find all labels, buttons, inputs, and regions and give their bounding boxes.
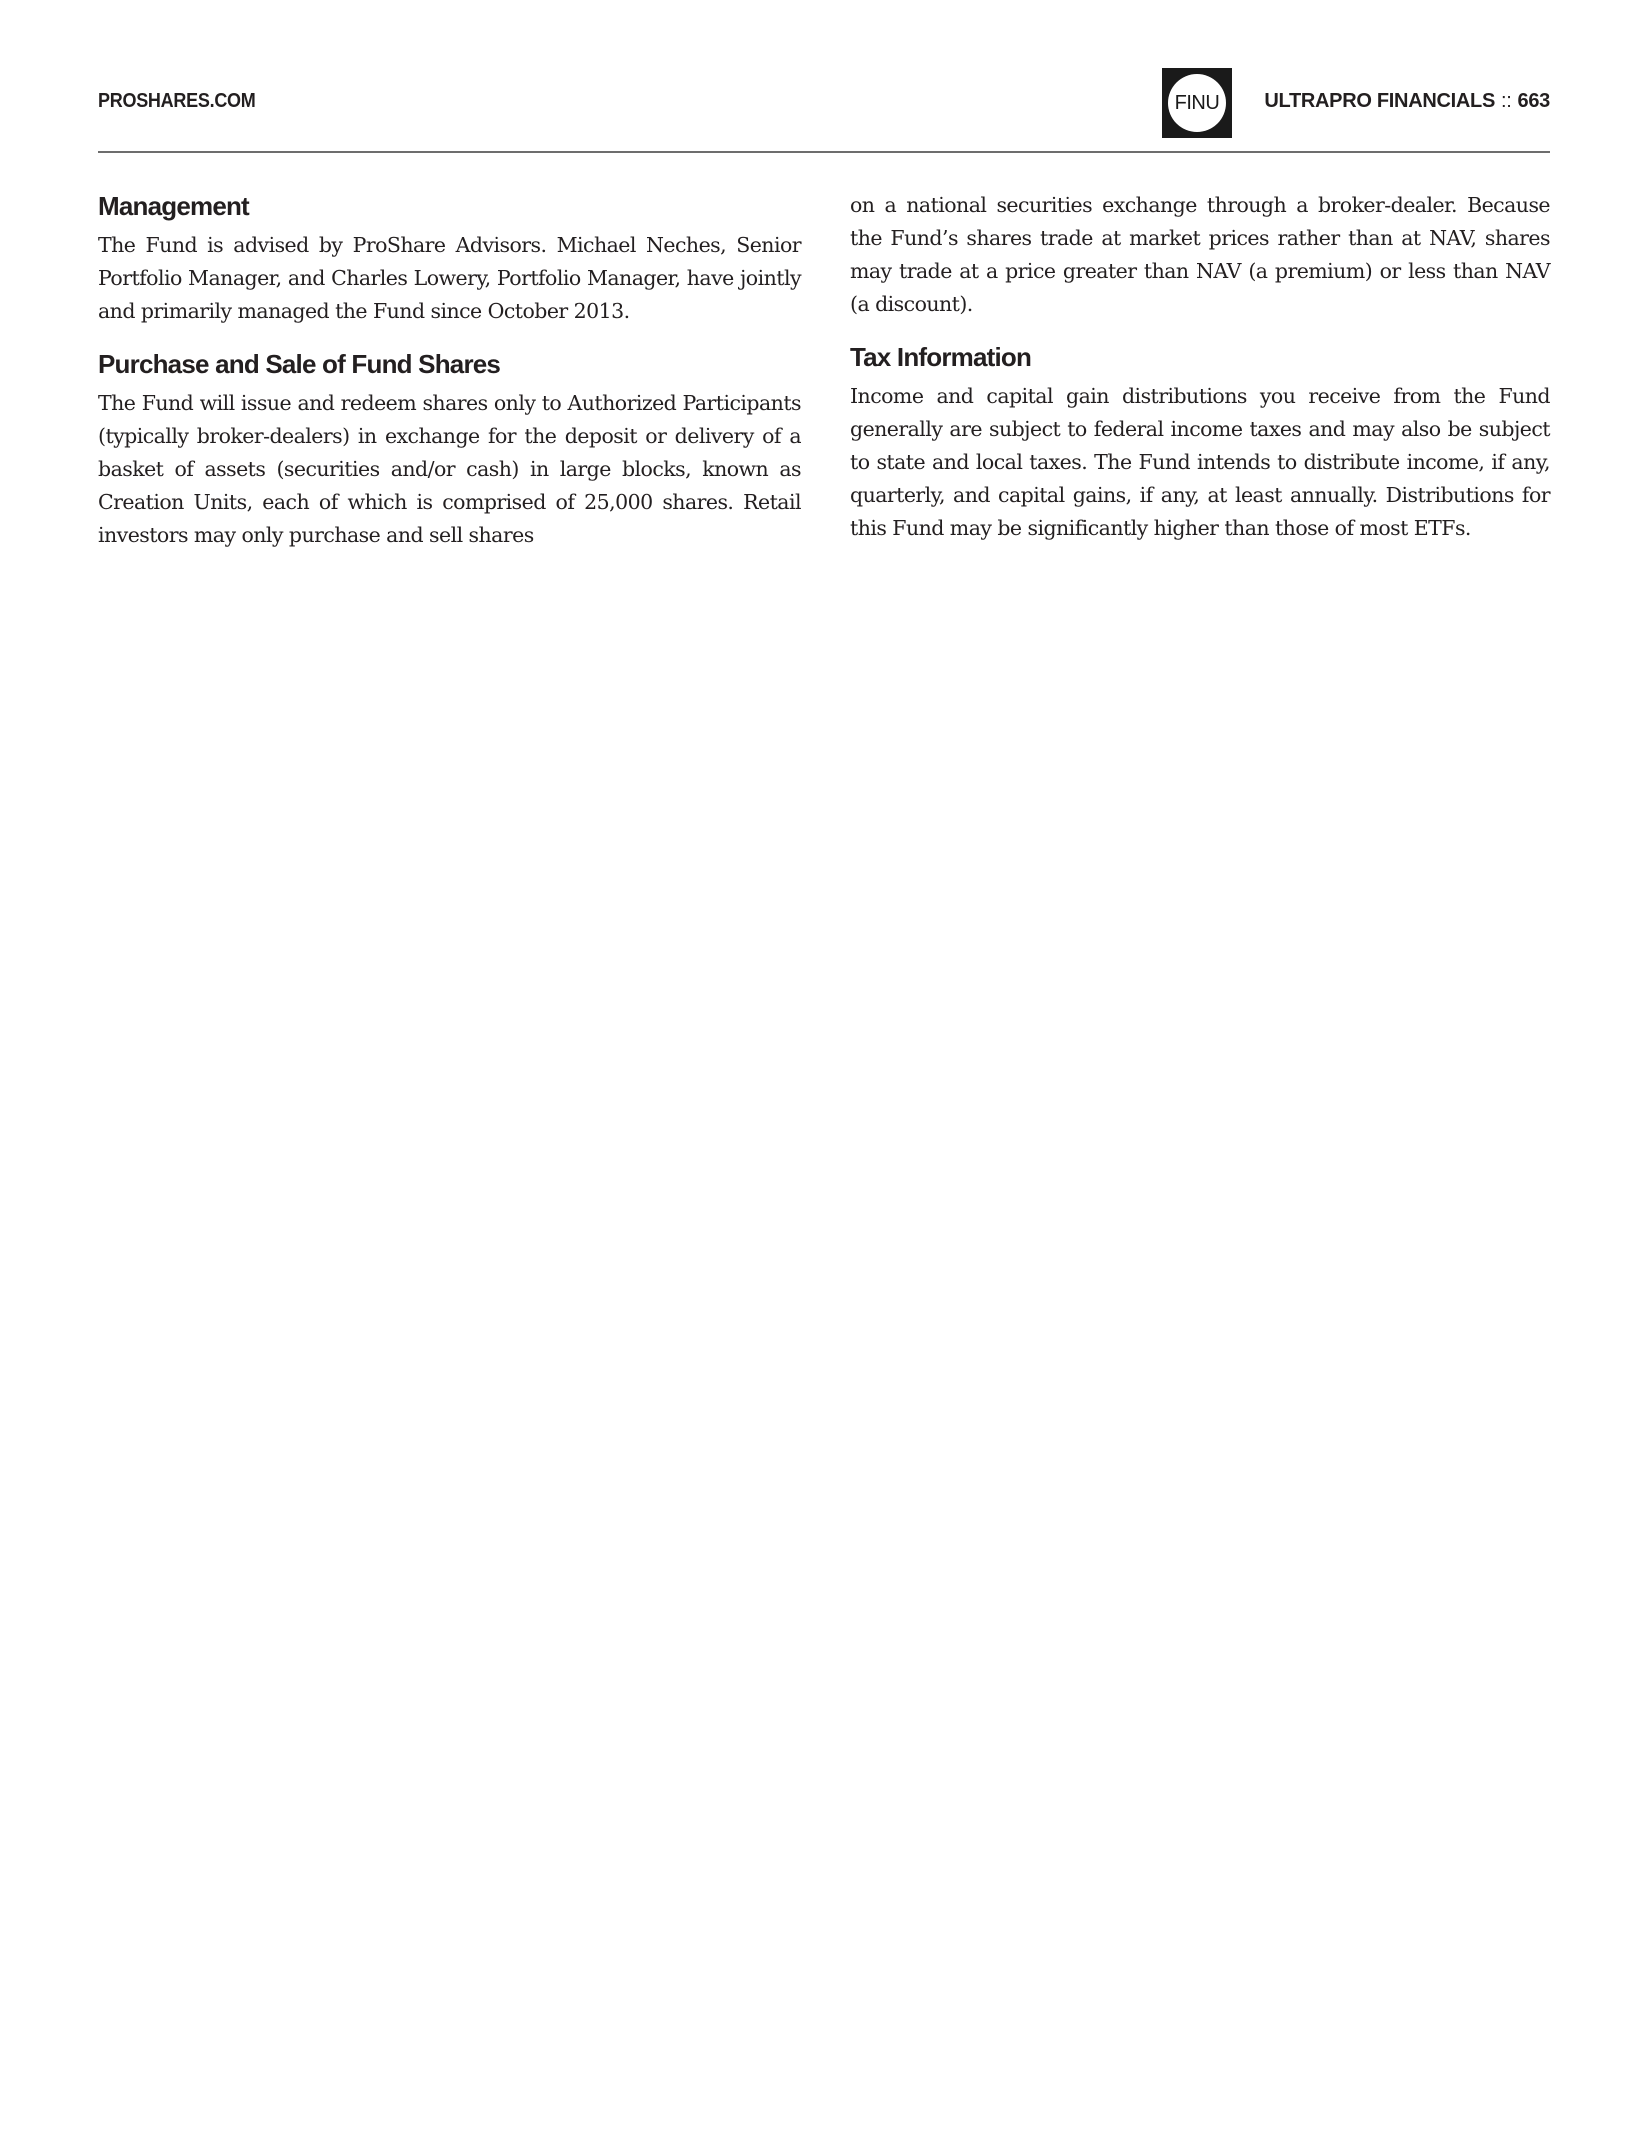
site-url: PROSHARES.COM [98, 90, 256, 112]
title-separator: :: [1501, 90, 1512, 112]
right-column [850, 189, 1550, 545]
tax-section [850, 340, 1550, 545]
management-heading: Management [98, 191, 249, 221]
purchase-sale-continued [850, 189, 1550, 321]
tax-body: Income and capital gain distributions you receive from the Fund generally are subject to federal income taxes and may also be subject to state and local taxes. The Fund intends to distribute income, if any, quarterly, and capital gains, if any, at least annually. Distributions for this Fund may be significantly higher than those of most ETFs. [850, 384, 1550, 540]
purchase-sale-section [98, 347, 801, 552]
purchase-sale-heading: Purchase and Sale of Fund Shares [98, 349, 501, 379]
page-number: 663 [1517, 90, 1550, 112]
ticker-label: FINU [1168, 74, 1226, 132]
page-header [98, 62, 1550, 154]
purchase-sale-body: The Fund will issue and redeem shares only to Authorized Participants (typically broker-dealers) in exchange for the deposit or delivery of a basket of assets (securities and/or cash) in large blocks, known as Creation Units, each of which is comprised of 25,000 shares. Retail investors may only purchase and sell shares [98, 391, 801, 547]
ticker-badge [1162, 68, 1232, 138]
tax-heading: Tax Information [850, 342, 1032, 372]
header-rule [98, 151, 1550, 153]
management-section [98, 189, 801, 328]
left-column [98, 189, 801, 552]
fund-name: ULTRAPRO FINANCIALS [1264, 90, 1495, 112]
purchase-sale-body-continued: on a national securities exchange through a broker-dealer. Because the Fund’s shares trade at market prices rather than at NAV, shares may trade at a price greater than NAV (a premium) or less than NAV (a discount). [850, 193, 1550, 316]
management-body: The Fund is advised by ProShare Advisors. Michael Neches, Senior Portfolio Manager, and Charles Lowery, Portfolio Manager, have jointly and primarily managed the Fund since October 2013. [98, 233, 801, 323]
running-title [1264, 90, 1550, 113]
